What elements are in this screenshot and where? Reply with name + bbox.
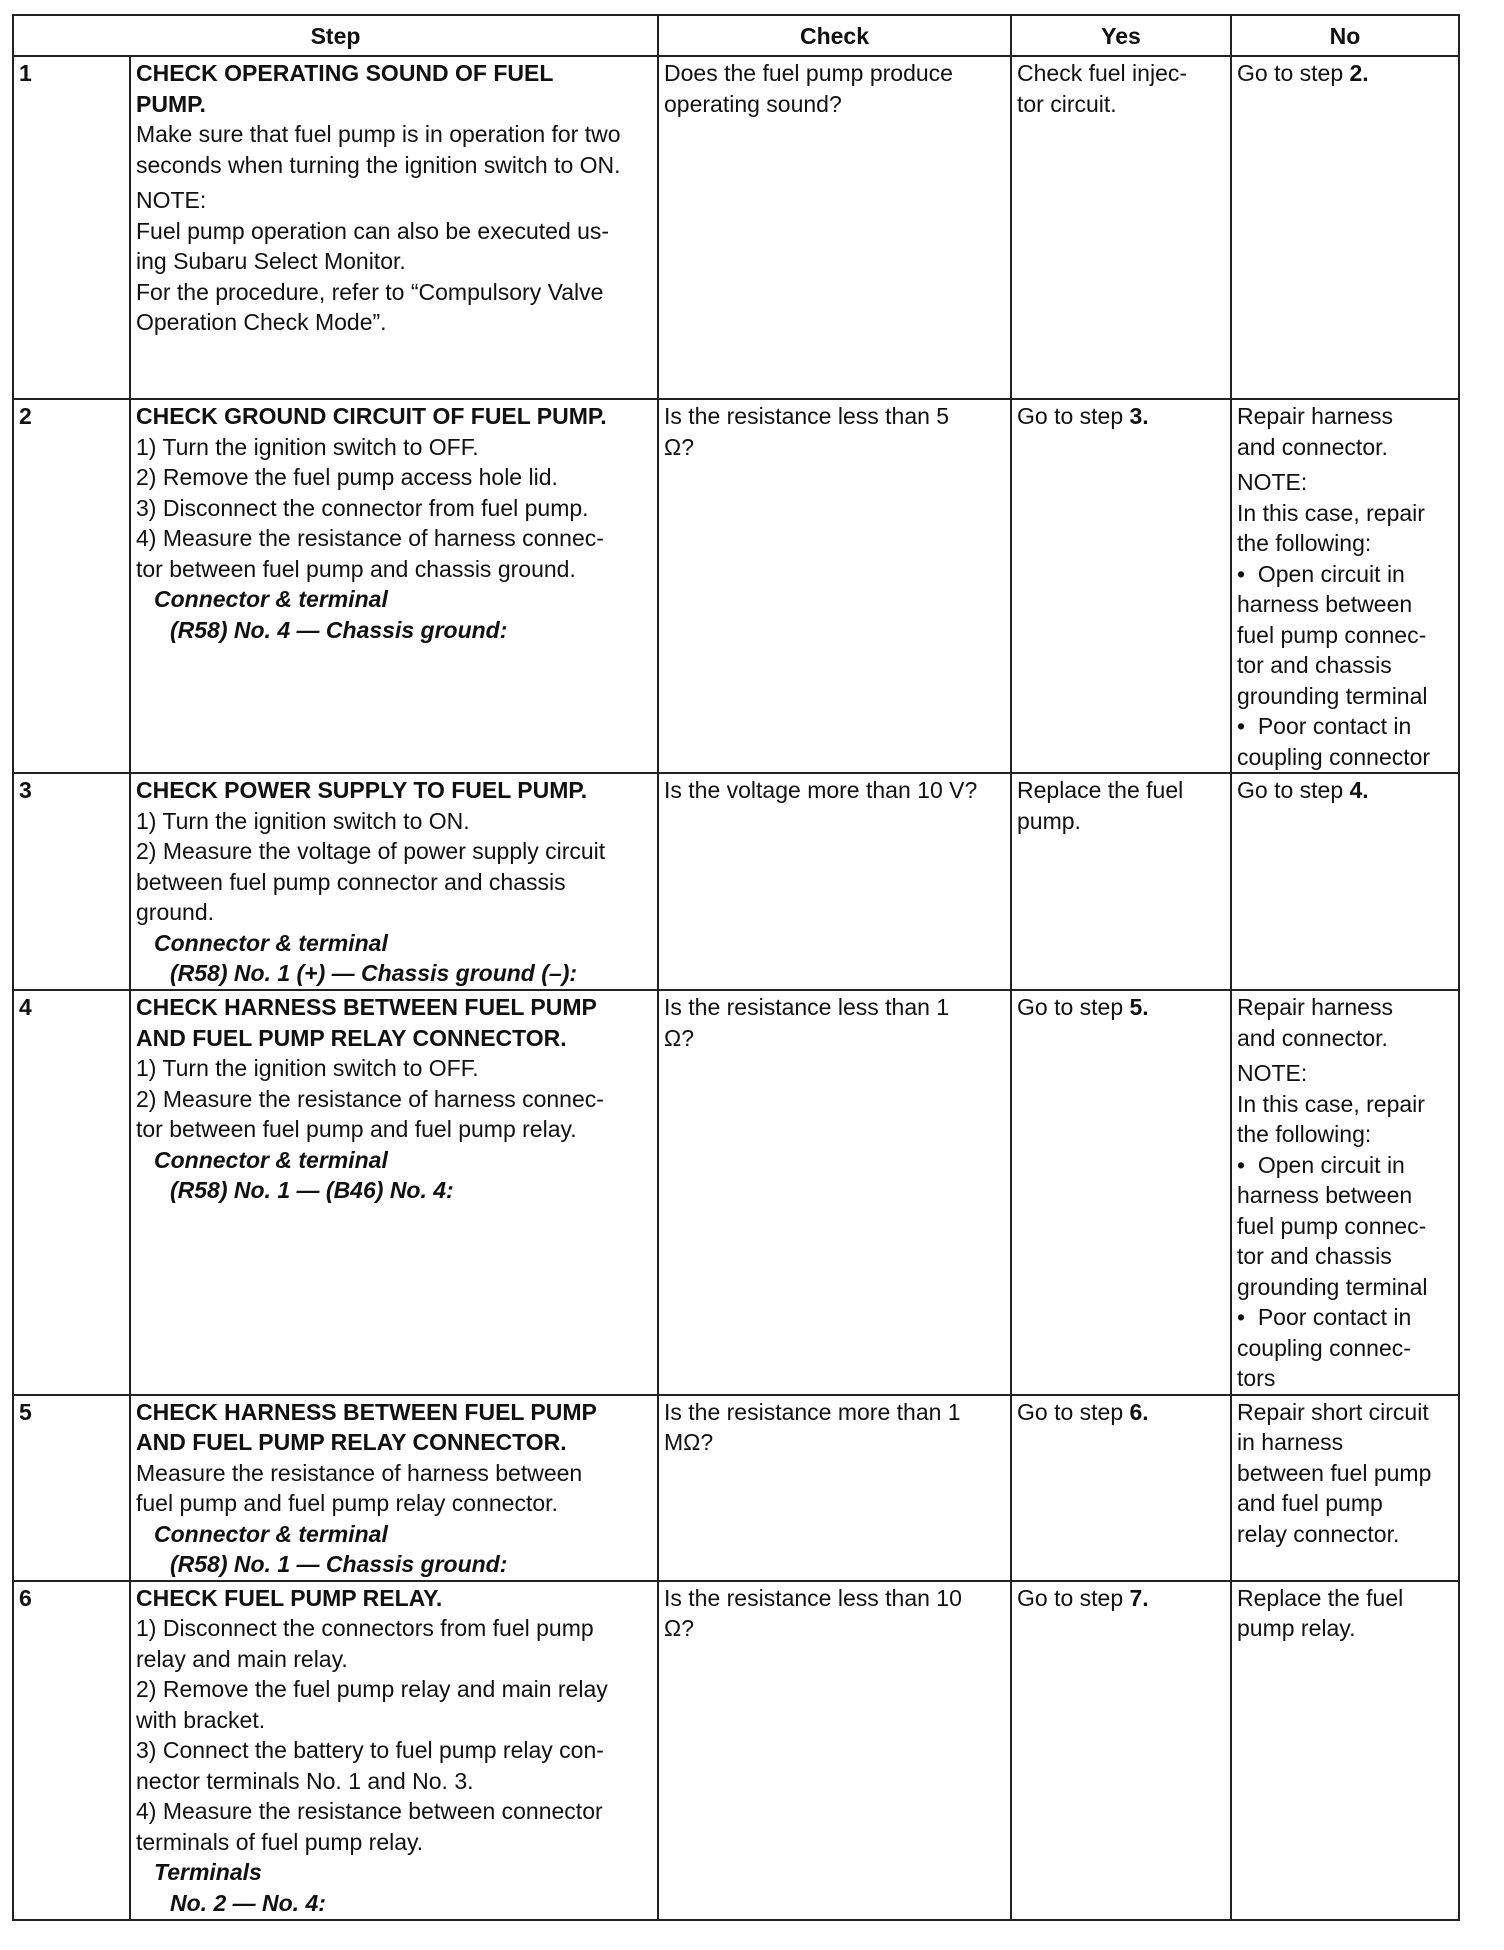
- check-cell: [658, 1395, 1011, 1581]
- check-text: Is the resistance less than 10: [664, 1584, 962, 1611]
- check-cell: [658, 990, 1011, 1395]
- table-row-step-6: [13, 1581, 1459, 1920]
- note-label: NOTE:: [136, 187, 207, 213]
- step-title: AND FUEL PUMP RELAY CONNECTOR.: [136, 1429, 567, 1455]
- table-row-step-2: [13, 399, 1459, 773]
- step-text: relay and main relay.: [136, 1645, 348, 1672]
- bullet-text: tors: [1237, 1365, 1276, 1391]
- bullet-item: • Open circuit in: [1237, 1150, 1453, 1181]
- check-text: operating sound?: [664, 90, 842, 117]
- note-text: Fuel pump operation can also be executed us-: [136, 217, 610, 244]
- check-text: Is the resistance less than 1: [664, 994, 950, 1020]
- step-title: CHECK HARNESS BETWEEN FUEL PUMP: [136, 994, 597, 1020]
- step-text: 4) Measure the resistance between connector: [136, 1798, 603, 1824]
- bullet-text: coupling connector: [1237, 743, 1431, 770]
- note-text: In this case, repair: [1237, 499, 1425, 526]
- check-text: Is the voltage more than 10 V?: [664, 777, 978, 803]
- yes-cell: [1011, 773, 1231, 990]
- step-text: 2) Measure the resistance of harness connec-: [136, 1085, 604, 1112]
- step-text: 3) Connect the battery to fuel pump relay con-: [136, 1737, 604, 1763]
- no-cell: [1231, 1581, 1459, 1920]
- header-yes: Yes: [1011, 15, 1231, 56]
- step-title: CHECK FUEL PUMP RELAY.: [136, 1584, 443, 1611]
- step-reference-link[interactable]: 6.: [1129, 1398, 1149, 1425]
- check-text: Ω?: [664, 433, 694, 460]
- connector-terminal-label: Connector & terminal: [154, 1146, 388, 1173]
- bullet-item: • Poor contact in: [1237, 1302, 1453, 1333]
- check-text: Is the resistance more than 1: [664, 1398, 961, 1425]
- step-reference-link[interactable]: 2.: [1349, 60, 1369, 86]
- yes-text: Check fuel injec-: [1017, 60, 1188, 86]
- step-number: 6: [13, 1581, 130, 1920]
- yes-cell: [1011, 399, 1231, 773]
- note-text: For the procedure, refer to “Compulsory Valve: [136, 278, 604, 305]
- header-step: Step: [13, 15, 658, 56]
- step-description: [130, 399, 658, 773]
- step-number: 4: [13, 990, 130, 1395]
- header-check: Check: [658, 15, 1011, 56]
- yes-text: Go to step: [1017, 1398, 1130, 1425]
- note-text: In this case, repair: [1237, 1090, 1425, 1117]
- yes-text: pump.: [1017, 807, 1081, 834]
- note-text: the following:: [1237, 530, 1372, 556]
- check-cell: [658, 56, 1011, 399]
- step-description: [130, 56, 658, 399]
- bullet-item: • Open circuit in: [1237, 559, 1453, 590]
- yes-text: Go to step: [1017, 994, 1130, 1020]
- table-row-step-4: [13, 990, 1459, 1395]
- no-text: in harness: [1237, 1429, 1344, 1455]
- step-text: nector terminals No. 1 and No. 3.: [136, 1767, 474, 1794]
- check-text: Is the resistance less than 5: [664, 403, 950, 429]
- step-title: CHECK POWER SUPPLY TO FUEL PUMP.: [136, 777, 588, 803]
- step-description: [130, 773, 658, 990]
- terminals-label: Terminals: [154, 1859, 262, 1885]
- step-text: 1) Turn the ignition switch to OFF.: [136, 433, 479, 460]
- bullet-text: grounding terminal: [1237, 682, 1428, 709]
- bullet-text: grounding terminal: [1237, 1273, 1428, 1300]
- yes-text: Go to step: [1017, 403, 1130, 429]
- no-cell: [1231, 1395, 1459, 1581]
- step-number: 1: [13, 56, 130, 399]
- note-label: NOTE:: [1237, 469, 1308, 495]
- step-text: fuel pump and fuel pump relay connector.: [136, 1490, 558, 1516]
- step-text: ground.: [136, 899, 215, 925]
- step-text: with bracket.: [136, 1706, 266, 1733]
- no-text: and fuel pump: [1237, 1490, 1383, 1516]
- connector-terminal-label: Connector & terminal: [154, 1520, 388, 1547]
- step-title: CHECK GROUND CIRCUIT OF FUEL PUMP.: [136, 403, 607, 429]
- step-text: Make sure that fuel pump is in operation for two: [136, 121, 621, 147]
- no-text: Replace the fuel: [1237, 1584, 1404, 1611]
- bullet-text: harness between: [1237, 1182, 1413, 1208]
- step-title: PUMP.: [136, 90, 206, 117]
- step-title: CHECK HARNESS BETWEEN FUEL PUMP: [136, 1398, 597, 1425]
- step-reference-link[interactable]: 7.: [1129, 1584, 1149, 1611]
- bullet-text: fuel pump connec-: [1237, 1212, 1427, 1239]
- table-header-row: [13, 15, 1459, 56]
- step-title: AND FUEL PUMP RELAY CONNECTOR.: [136, 1024, 567, 1051]
- bullet-text: tor and chassis: [1237, 652, 1392, 678]
- diagnostic-procedure-document: [12, 14, 1458, 1921]
- bullet-text: coupling connec-: [1237, 1334, 1411, 1361]
- no-text: and connector.: [1237, 433, 1388, 460]
- check-cell: [658, 773, 1011, 990]
- check-cell: [658, 399, 1011, 773]
- no-text: between fuel pump: [1237, 1459, 1432, 1486]
- table-row-step-1: [13, 56, 1459, 399]
- no-cell: [1231, 990, 1459, 1395]
- yes-cell: [1011, 56, 1231, 399]
- check-text: Ω?: [664, 1024, 694, 1051]
- yes-cell: [1011, 1395, 1231, 1581]
- step-text: tor between fuel pump and fuel pump relay.: [136, 1116, 577, 1142]
- step-title: CHECK OPERATING SOUND OF FUEL: [136, 60, 554, 86]
- no-cell: [1231, 56, 1459, 399]
- step-text: 2) Measure the voltage of power supply circuit: [136, 838, 606, 864]
- yes-cell: [1011, 990, 1231, 1395]
- step-description: [130, 990, 658, 1395]
- step-description: [130, 1581, 658, 1920]
- check-text: MΩ?: [664, 1429, 714, 1455]
- table-row-step-3: [13, 773, 1459, 990]
- no-text: Go to step: [1237, 60, 1350, 86]
- bullet-text: tor and chassis: [1237, 1243, 1392, 1269]
- note-text: the following:: [1237, 1121, 1372, 1147]
- step-reference-link[interactable]: 3.: [1129, 403, 1149, 429]
- check-text: Does the fuel pump produce: [664, 60, 953, 86]
- no-text: Go to step: [1237, 777, 1350, 803]
- step-text: terminals of fuel pump relay.: [136, 1828, 424, 1855]
- yes-text: Go to step: [1017, 1584, 1130, 1611]
- step-text: 4) Measure the resistance of harness connec-: [136, 525, 604, 551]
- connector-terminal-label: Connector & terminal: [154, 929, 388, 956]
- yes-text: tor circuit.: [1017, 90, 1117, 117]
- step-text: 3) Disconnect the connector from fuel pump.: [136, 494, 589, 521]
- step-text: seconds when turning the ignition switch to ON.: [136, 151, 621, 178]
- connector-terminal-value: (R58) No. 1 — Chassis ground:: [170, 1551, 508, 1577]
- connector-terminal-value: (R58) No. 4 — Chassis ground:: [170, 616, 508, 643]
- yes-text: Replace the fuel: [1017, 777, 1184, 803]
- no-text: and connector.: [1237, 1024, 1388, 1051]
- step-number: 5: [13, 1395, 130, 1581]
- no-text: pump relay.: [1237, 1615, 1356, 1641]
- step-description: [130, 1395, 658, 1581]
- bullet-item: • Poor contact in: [1237, 711, 1453, 742]
- step-number: 2: [13, 399, 130, 773]
- check-text: Ω?: [664, 1615, 694, 1641]
- bullet-text: fuel pump connec-: [1237, 621, 1427, 648]
- bullet-text: harness between: [1237, 591, 1413, 617]
- table-row-step-5: [13, 1395, 1459, 1581]
- no-cell: [1231, 773, 1459, 990]
- no-text: Repair harness: [1237, 403, 1393, 429]
- diagnostic-table: [12, 14, 1460, 1921]
- step-text: 1) Disconnect the connectors from fuel pump: [136, 1615, 594, 1641]
- connector-terminal-label: Connector & terminal: [154, 586, 388, 612]
- note-text: ing Subaru Select Monitor.: [136, 248, 406, 274]
- step-reference-link[interactable]: 4.: [1349, 777, 1369, 803]
- no-text: relay connector.: [1237, 1520, 1400, 1547]
- step-text: 1) Turn the ignition switch to ON.: [136, 807, 470, 834]
- check-cell: [658, 1581, 1011, 1920]
- step-text: 1) Turn the ignition switch to OFF.: [136, 1055, 479, 1081]
- header-no: No: [1231, 15, 1459, 56]
- step-text: 2) Remove the fuel pump access hole lid.: [136, 464, 558, 490]
- step-text: Measure the resistance of harness between: [136, 1459, 583, 1486]
- yes-cell: [1011, 1581, 1231, 1920]
- connector-terminal-value: (R58) No. 1 — (B46) No. 4:: [170, 1177, 454, 1203]
- terminals-value: No. 2 — No. 4:: [170, 1889, 326, 1916]
- no-text: Repair short circuit: [1237, 1398, 1429, 1425]
- step-text: between fuel pump connector and chassis: [136, 868, 566, 895]
- connector-terminal-value: (R58) No. 1 (+) — Chassis ground (–):: [170, 960, 578, 986]
- no-cell: [1231, 399, 1459, 773]
- step-number: 3: [13, 773, 130, 990]
- step-text: 2) Remove the fuel pump relay and main relay: [136, 1676, 608, 1702]
- note-text: Operation Check Mode”.: [136, 309, 387, 335]
- step-reference-link[interactable]: 5.: [1129, 994, 1149, 1020]
- note-label: NOTE:: [1237, 1060, 1308, 1086]
- step-text: tor between fuel pump and chassis ground.: [136, 555, 576, 582]
- no-text: Repair harness: [1237, 994, 1393, 1020]
